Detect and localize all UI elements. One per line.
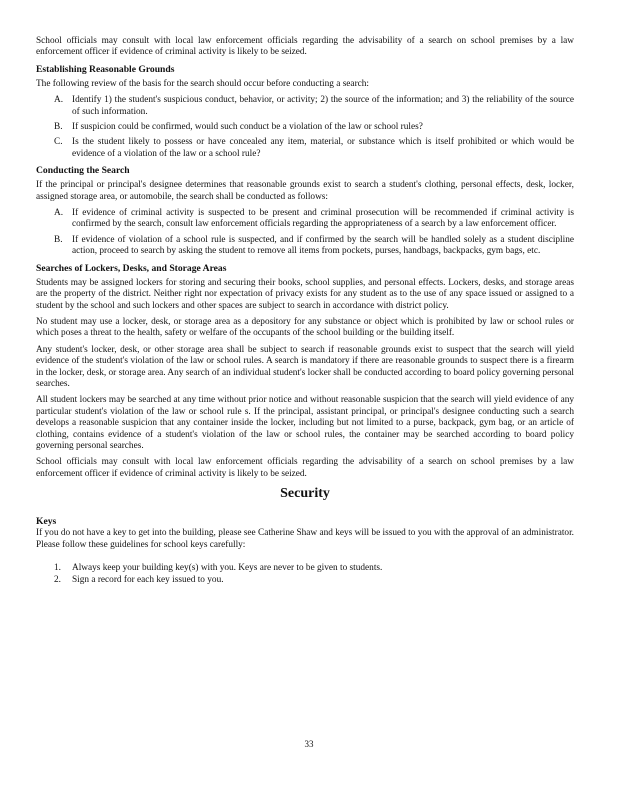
list-item bbox=[36, 95, 574, 118]
lockers-paragraph: School officials may consult with local law enforcement officials regarding the advisability of a search on school premises by a law enforcement officer if evidence of criminal activity is likely to be seized. bbox=[36, 457, 574, 479]
lockers-paragraph: All student lockers may be searched at any time without prior notice and without reasonable suspicion that the search will yield evidence of any particular student's violation of the law or school rule s. If the principal, assistant principal, or principal's designee conducting such a search develops a reasonable suspicion that any container inside the locker, including but not limited to a purse, backpack, gym bag, or an article of clothing, contains evidence of a student's violation of the law or school rules, the container may be searched according to board policy governing personal searches. bbox=[36, 395, 574, 451]
lockers-paragraph: Students may be assigned lockers for storing and securing their books, school supplies, and personal effects. Lockers, desks, and storage areas are the property of the district. Neither right nor expectation of privacy exists for any student as to the use of any space issued or assigned to a student by the school and such lockers and other spaces are subject to search in accordance with district policy. bbox=[36, 277, 574, 311]
page-number: 33 bbox=[304, 739, 314, 749]
intro-paragraph: School officials may consult with local law enforcement officials regarding the advisability of a search on school premises by a law enforcement officer if evidence of criminal activity is likely to be seized. bbox=[36, 36, 574, 58]
list-marker: B. bbox=[54, 234, 63, 245]
lockers-paragraph: Any student's locker, desk, or other storage area shall be subject to search if reasonable grounds exist to suspect that the search will yield evidence of the student's violation of the law or school rules. A search is mandatory if there are reasonable grounds to suspect there is a firearm in the locker, desk, or storage area. Any search of an individual student's locker shall be conducted according to board policy governing personal searches. bbox=[36, 344, 574, 389]
list-item bbox=[36, 122, 574, 133]
list-item-text: If evidence of criminal activity is suspected to be present and criminal prosecution will be recommended if criminal activity is confirmed by the search, consult law enforcement officials regarding the appropriateness of a search by a law enforcement officer. bbox=[72, 208, 574, 230]
list-item-text: If evidence of violation of a school rule is suspected, and if confirmed by the search will be handled solely as a student discipline action, proceed to search by asking the student to remove all items from pockets, purses, handbags, backpacks, gym bags, etc. bbox=[72, 234, 574, 257]
list-item bbox=[36, 235, 574, 258]
list-item bbox=[36, 563, 574, 574]
list-item bbox=[36, 137, 574, 160]
establishing-heading: Establishing Reasonable Grounds bbox=[36, 63, 175, 75]
keys-lead: If you do not have a key to get into the building, please see Catherine Shaw and keys will be issued to you with the approval of an administrator. Please follow these guidelines for school keys carefully: bbox=[36, 528, 574, 550]
list-marker: 1. bbox=[54, 563, 61, 573]
list-marker: A. bbox=[54, 208, 64, 219]
list-item-text: Always keep your building key(s) with you. Keys are never to be given to students. bbox=[72, 563, 383, 573]
conducting-lead: If the principal or principal's designee determines that reasonable grounds exist to search a student's clothing, personal effects, desk, locker, assigned storage area, or automobile, the search shall be conducted as follows: bbox=[36, 180, 574, 202]
list-item-text: If suspicion could be confirmed, would such conduct be a violation of the law or school rules? bbox=[72, 122, 423, 133]
list-marker: A. bbox=[54, 95, 64, 106]
list-item-text: Sign a record for each key issued to you. bbox=[72, 575, 224, 586]
keys-list bbox=[36, 563, 574, 587]
conducting-heading: Conducting the Search bbox=[36, 165, 130, 177]
list-marker: C. bbox=[54, 137, 63, 148]
conducting-list bbox=[36, 208, 574, 258]
list-item bbox=[36, 208, 574, 231]
establishing-lead: The following review of the basis for the search should occur before conducting a search: bbox=[36, 78, 370, 89]
document-page bbox=[36, 36, 574, 592]
lockers-heading: Searches of Lockers, Desks, and Storage Areas bbox=[36, 262, 227, 274]
list-marker: 2. bbox=[54, 575, 61, 586]
lockers-paragraph: No student may use a locker, desk, or storage area as a depository for any substance or object which is prohibited by law or school rules or which poses a threat to the health, safety or welfare of the occupants of the school building or the building itself. bbox=[36, 316, 574, 339]
keys-heading: Keys bbox=[36, 516, 57, 528]
list-item-text: Identify 1) the student's suspicious conduct, behavior, or activity; 2) the source of the information; and 3) the reliability of the source of such information. bbox=[72, 95, 574, 117]
list-item bbox=[36, 575, 574, 586]
list-marker: B. bbox=[54, 122, 63, 133]
list-item-text: Is the student likely to possess or have concealed any item, material, or substance which is itself prohibited or which would be evidence of a violation of the law or a school rule? bbox=[72, 137, 574, 159]
establishing-list bbox=[36, 95, 574, 160]
security-title: Security bbox=[280, 486, 330, 502]
